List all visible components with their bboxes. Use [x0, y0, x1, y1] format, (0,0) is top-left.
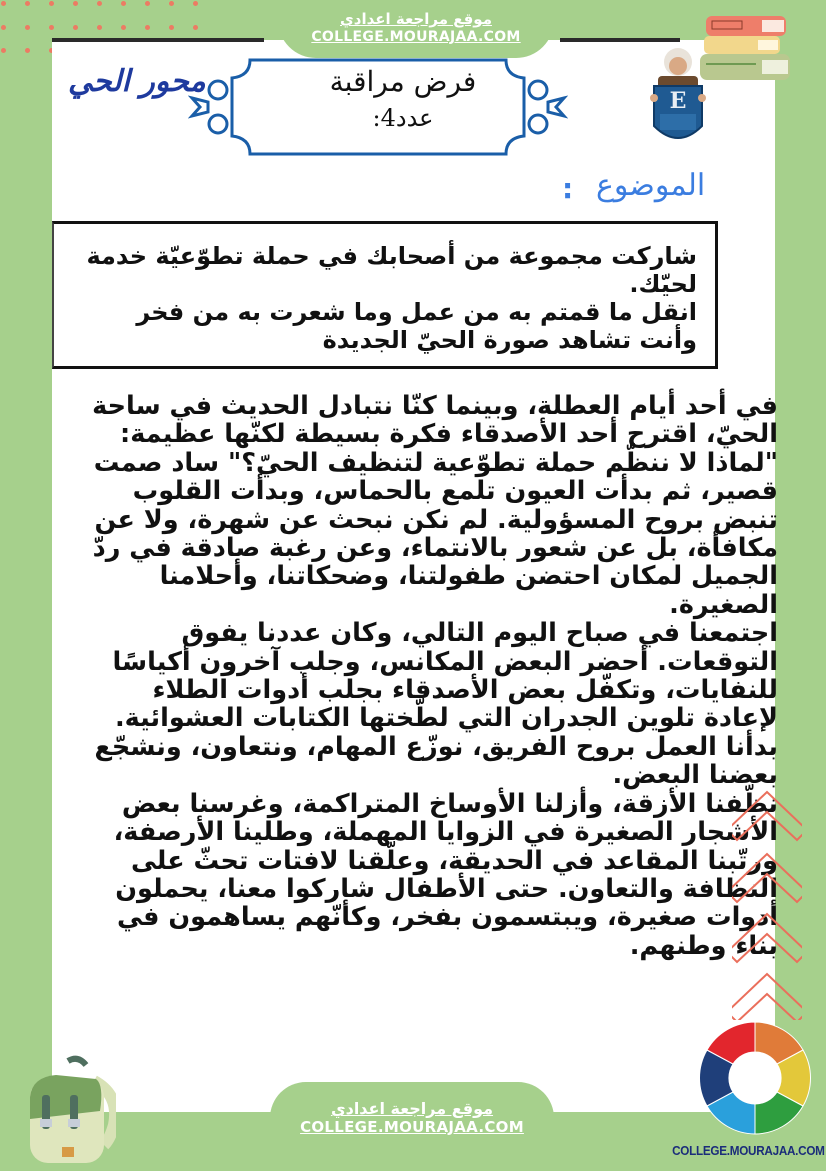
title-frame [188, 56, 568, 158]
page-title: فرض مراقبة [329, 65, 477, 98]
svg-text:E: E [669, 88, 687, 114]
essay-body [90, 392, 778, 960]
einstein-academy-shield-icon [648, 46, 708, 156]
header-site-banner[interactable] [278, 0, 554, 58]
header-site-name[interactable]: موقع مراجعة اعدادي [340, 10, 492, 28]
backpack-icon [16, 1055, 116, 1167]
title-block [288, 62, 518, 134]
panel-top-border [52, 38, 264, 42]
essay-paragraph-3: نظّفنا الأزقة، وأزلنا الأوساخ المتراكمة، وغرسنا بعض الأشجار الصغيرة في الزوايا المهملة، وطلينا الأرصفة، ورتّبنا المقاعد في الحديقة، وعلّقنا لافتات تحثّ على النظافة والتعاون. حتى الأطفال شاركوا معنا، يحملون أدوات صغيرة، ويبتسمون بفخر، وكأنّهم يساهمون في بناء وطنهم. [113, 788, 778, 961]
essay-paragraph-2: اجتمعنا في صباح اليوم التالي، وكان عددنا يفوق التوقعات. أحضر البعض المكانس، وجلب آخرون أكياسًا للنفايات، وتكفّل بعض الأصدقاء بجلب أدوات الطلاء لإعادة تلوين الجدران التي لطّختها الكتابات العشوائية. بدأنا العمل بروح الفريق، نوزّع المهام، ونتعاون، ونشجّع بعضنا البعض. [94, 618, 778, 791]
footer-site-banner[interactable] [270, 1082, 554, 1169]
header-site-url[interactable]: COLLEGE.MOURAJAA.COM [311, 29, 521, 45]
axis-label: محور الحي [68, 64, 206, 99]
panel-top-border-right [560, 38, 680, 42]
essay-paragraph-1: في أحد أيام العطلة، وبينما كنّا نتبادل الحديث في ساحة الحيّ، اقترح أحد الأصدقاء فكرة بسيطة لكنّها عظيمة: "لماذا لا ننظّم حملة تطوّعية لتنظيف الحيّ؟" ساد صمت قصير، ثم بدأت العيون تلمع بالحماس، وبدأت القلوب تنبض بروح المسؤولية. لم نكن نبحث عن شهرة، ولا عن مكافأة، بل عن شعور بالانتماء، وعن رغبة صادقة في ردّ الجميل لمكان احتضن طفولتنا، وضحكاتنا، وأحلامنا الصغيرة. [92, 391, 778, 620]
topic-colon: : [562, 172, 574, 205]
footer-site-name[interactable]: موقع مراجعة اعدادي [330, 1099, 494, 1118]
exam-number: عدد4: [372, 104, 434, 132]
chevron-up-icon [732, 790, 802, 1020]
wheel-site-label[interactable]: COLLEGE.MOURAJAA.COM [672, 1143, 825, 1158]
book-stack-icon [700, 12, 800, 92]
prompt-line-1: شاركت مجموعة من أصحابك في حملة تطوّعيّة خدمة لحيّك. [86, 242, 697, 298]
prompt-text [77, 242, 697, 354]
prompt-box [52, 221, 718, 369]
education-wheel-icon [695, 1018, 815, 1138]
prompt-line-2: انقل ما قمتم به من عمل وما شعرت به من فخر وأنت تشاهد صورة الحيّ الجديدة [136, 298, 697, 354]
topic-label: الموضوع [596, 168, 706, 203]
footer-site-url[interactable]: COLLEGE.MOURAJAA.COM [300, 1118, 524, 1136]
